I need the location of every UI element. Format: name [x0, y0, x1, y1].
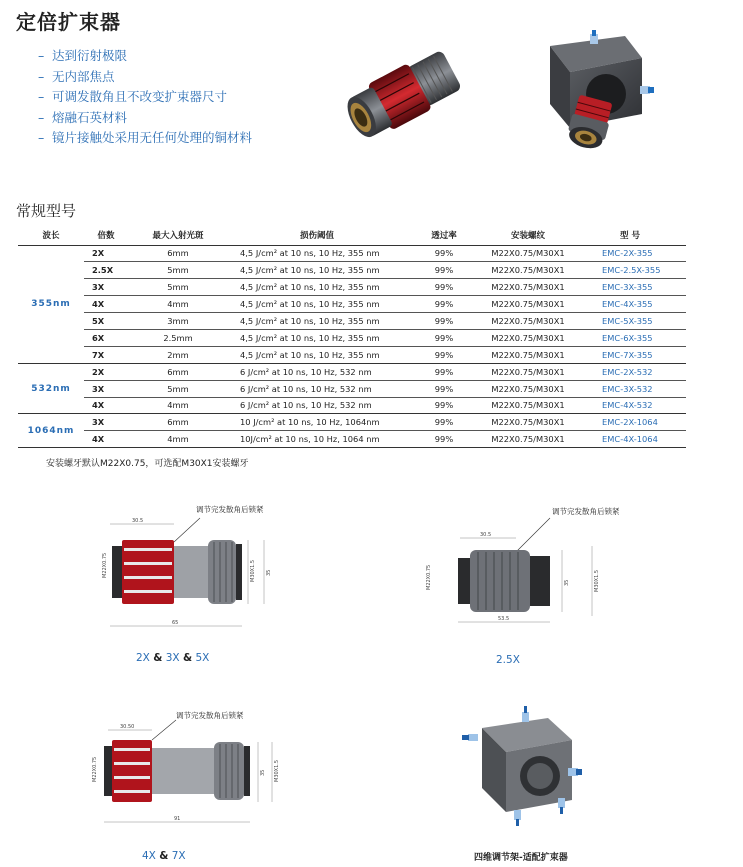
- table-row: [18, 279, 686, 296]
- dim-label: M22X0.75: [102, 552, 108, 578]
- model-cell: EMC-2X-532: [574, 363, 686, 380]
- table-row: [18, 397, 686, 414]
- damage-cell: 4,5 J/cm² at 10 ns, 10 Hz, 355 nm: [228, 296, 406, 313]
- drawing-2.5x: [420, 512, 620, 632]
- thread-cell: M22X0.75/M30X1: [482, 279, 574, 296]
- trans-cell: 99%: [406, 397, 482, 414]
- spot-cell: 5mm: [128, 262, 228, 279]
- spot-cell: 3mm: [128, 313, 228, 330]
- trans-cell: 99%: [406, 279, 482, 296]
- four-axis-mount-render: [460, 706, 590, 834]
- table-row: [18, 414, 686, 431]
- dim-label: M30X1.5: [594, 569, 600, 592]
- dim-label: 35: [260, 769, 266, 776]
- damage-cell: 10 J/cm² at 10 ns, 10 Hz, 1064nm: [228, 414, 406, 431]
- damage-cell: 6 J/cm² at 10 ns, 10 Hz, 532 nm: [228, 397, 406, 414]
- mag-cell: 5X: [84, 313, 128, 330]
- dim-label: 35: [266, 569, 272, 576]
- table-row: [18, 329, 686, 346]
- damage-cell: 4,5 J/cm² at 10 ns, 10 Hz, 355 nm: [228, 279, 406, 296]
- trans-cell: 99%: [406, 329, 482, 346]
- model-cell: EMC-3X-532: [574, 380, 686, 397]
- damage-cell: 4,5 J/cm² at 10 ns, 10 Hz, 355 nm: [228, 329, 406, 346]
- table-row: [18, 346, 686, 363]
- trans-cell: 99%: [406, 262, 482, 279]
- beam-expander-photo: [330, 38, 480, 150]
- mount-with-expander-photo: [530, 28, 660, 153]
- column-header: 最大入射光斑: [128, 226, 228, 245]
- thread-note: 安装螺牙默认M22X0.75，可选配M30X1安装螺牙: [46, 459, 249, 469]
- feature-item: – 达到衍射极限: [38, 48, 128, 63]
- thread-cell: M22X0.75/M30X1: [482, 363, 574, 380]
- thread-cell: M22X0.75/M30X1: [482, 329, 574, 346]
- trans-cell: 99%: [406, 296, 482, 313]
- dim-label: M30X1.5: [274, 759, 280, 782]
- dim-label: M30X1.5: [250, 559, 256, 582]
- table-row: [18, 431, 686, 448]
- mag-cell: 4X: [84, 397, 128, 414]
- damage-cell: 4,5 J/cm² at 10 ns, 10 Hz, 355 nm: [228, 245, 406, 262]
- page-title: 定倍扩束器: [16, 10, 121, 34]
- damage-cell: 6 J/cm² at 10 ns, 10 Hz, 532 nm: [228, 363, 406, 380]
- spot-cell: 2mm: [128, 346, 228, 363]
- model-cell: EMC-2X-355: [574, 245, 686, 262]
- drawing-4x-7x: [80, 716, 290, 836]
- spot-cell: 5mm: [128, 279, 228, 296]
- model-cell: EMC-2.5X-355: [574, 262, 686, 279]
- column-header: 波长: [18, 226, 84, 245]
- table-row: [18, 380, 686, 397]
- feature-item: – 可调发散角且不改变扩束器尺寸: [38, 89, 228, 104]
- damage-cell: 4,5 J/cm² at 10 ns, 10 Hz, 355 nm: [228, 262, 406, 279]
- wavelength-cell: 532nm: [18, 363, 84, 414]
- spot-cell: 6mm: [128, 414, 228, 431]
- drawing-callout: 调节完发散角后锁紧: [552, 507, 620, 516]
- drawing-caption: 4X & 7X: [142, 850, 186, 862]
- wavelength-cell: 1064nm: [18, 414, 84, 448]
- column-header: 倍数: [84, 226, 128, 245]
- mag-cell: 2X: [84, 363, 128, 380]
- drawing-caption: 四维调节架-适配扩束器: [474, 853, 568, 863]
- damage-cell: 10J/cm² at 10 ns, 10 Hz, 1064 nm: [228, 431, 406, 448]
- thread-cell: M22X0.75/M30X1: [482, 346, 574, 363]
- table-row: [18, 296, 686, 313]
- table-row: [18, 245, 686, 262]
- spot-cell: 4mm: [128, 296, 228, 313]
- column-header: 型 号: [574, 226, 686, 245]
- thread-cell: M22X0.75/M30X1: [482, 296, 574, 313]
- model-cell: EMC-5X-355: [574, 313, 686, 330]
- model-cell: EMC-6X-355: [574, 329, 686, 346]
- trans-cell: 99%: [406, 380, 482, 397]
- table-header-row: [18, 226, 686, 245]
- trans-cell: 99%: [406, 245, 482, 262]
- table-row: [18, 313, 686, 330]
- wavelength-cell: 355nm: [18, 245, 84, 363]
- column-header: 安装螺纹: [482, 226, 574, 245]
- dim-label: 30.5: [132, 518, 144, 524]
- damage-cell: 6 J/cm² at 10 ns, 10 Hz, 532 nm: [228, 380, 406, 397]
- drawing-caption: 2.5X: [496, 654, 520, 666]
- model-cell: EMC-4X-355: [574, 296, 686, 313]
- feature-item: – 镜片接触处采用无任何处理的铜材料: [38, 130, 253, 145]
- spot-cell: 2.5mm: [128, 329, 228, 346]
- mag-cell: 2X: [84, 245, 128, 262]
- thread-cell: M22X0.75/M30X1: [482, 245, 574, 262]
- dim-label: 35: [564, 579, 570, 586]
- model-cell: EMC-4X-532: [574, 397, 686, 414]
- feature-item: – 熔融石英材料: [38, 109, 128, 125]
- spot-cell: 4mm: [128, 431, 228, 448]
- mag-cell: 6X: [84, 329, 128, 346]
- mag-cell: 4X: [84, 296, 128, 313]
- dim-label: M22X0.75: [426, 564, 432, 590]
- spot-cell: 6mm: [128, 363, 228, 380]
- dim-label: 91: [174, 816, 181, 822]
- model-cell: EMC-7X-355: [574, 346, 686, 363]
- thread-cell: M22X0.75/M30X1: [482, 313, 574, 330]
- dim-label: 30.50: [120, 724, 135, 730]
- trans-cell: 99%: [406, 346, 482, 363]
- section-title: 常规型号: [16, 202, 77, 220]
- damage-cell: 4,5 J/cm² at 10 ns, 10 Hz, 355 nm: [228, 313, 406, 330]
- trans-cell: 99%: [406, 414, 482, 431]
- thread-cell: M22X0.75/M30X1: [482, 397, 574, 414]
- mag-cell: 3X: [84, 414, 128, 431]
- feature-item: – 无内部焦点: [38, 68, 115, 84]
- spot-cell: 6mm: [128, 245, 228, 262]
- thread-cell: M22X0.75/M30X1: [482, 380, 574, 397]
- spot-cell: 4mm: [128, 397, 228, 414]
- dim-label: 30.5: [480, 532, 492, 538]
- mag-cell: 2.5X: [84, 262, 128, 279]
- table-row: [18, 363, 686, 380]
- trans-cell: 99%: [406, 431, 482, 448]
- drawing-2x-3x-5x: [90, 510, 290, 640]
- spot-cell: 5mm: [128, 380, 228, 397]
- column-header: 透过率: [406, 226, 482, 245]
- dim-label: 53.5: [498, 616, 510, 622]
- table-row: [18, 262, 686, 279]
- damage-cell: 4,5 J/cm² at 10 ns, 10 Hz, 355 nm: [228, 346, 406, 363]
- model-cell: EMC-3X-355: [574, 279, 686, 296]
- spec-table: [18, 226, 686, 448]
- mag-cell: 4X: [84, 431, 128, 448]
- mag-cell: 3X: [84, 279, 128, 296]
- trans-cell: 99%: [406, 313, 482, 330]
- drawing-callout: 调节完发散角后锁紧: [196, 505, 264, 514]
- thread-cell: M22X0.75/M30X1: [482, 431, 574, 448]
- model-cell: EMC-4X-1064: [574, 431, 686, 448]
- thread-cell: M22X0.75/M30X1: [482, 262, 574, 279]
- dim-label: M22X0.75: [92, 756, 98, 782]
- drawing-callout: 调节完发散角后锁紧: [176, 711, 244, 720]
- trans-cell: 99%: [406, 363, 482, 380]
- column-header: 损伤阈值: [228, 226, 406, 245]
- model-cell: EMC-2X-1064: [574, 414, 686, 431]
- drawing-caption: 2X & 3X & 5X: [136, 652, 210, 664]
- thread-cell: M22X0.75/M30X1: [482, 414, 574, 431]
- mag-cell: 3X: [84, 380, 128, 397]
- feature-list: [38, 46, 252, 149]
- mag-cell: 7X: [84, 346, 128, 363]
- dim-label: 65: [172, 620, 179, 626]
